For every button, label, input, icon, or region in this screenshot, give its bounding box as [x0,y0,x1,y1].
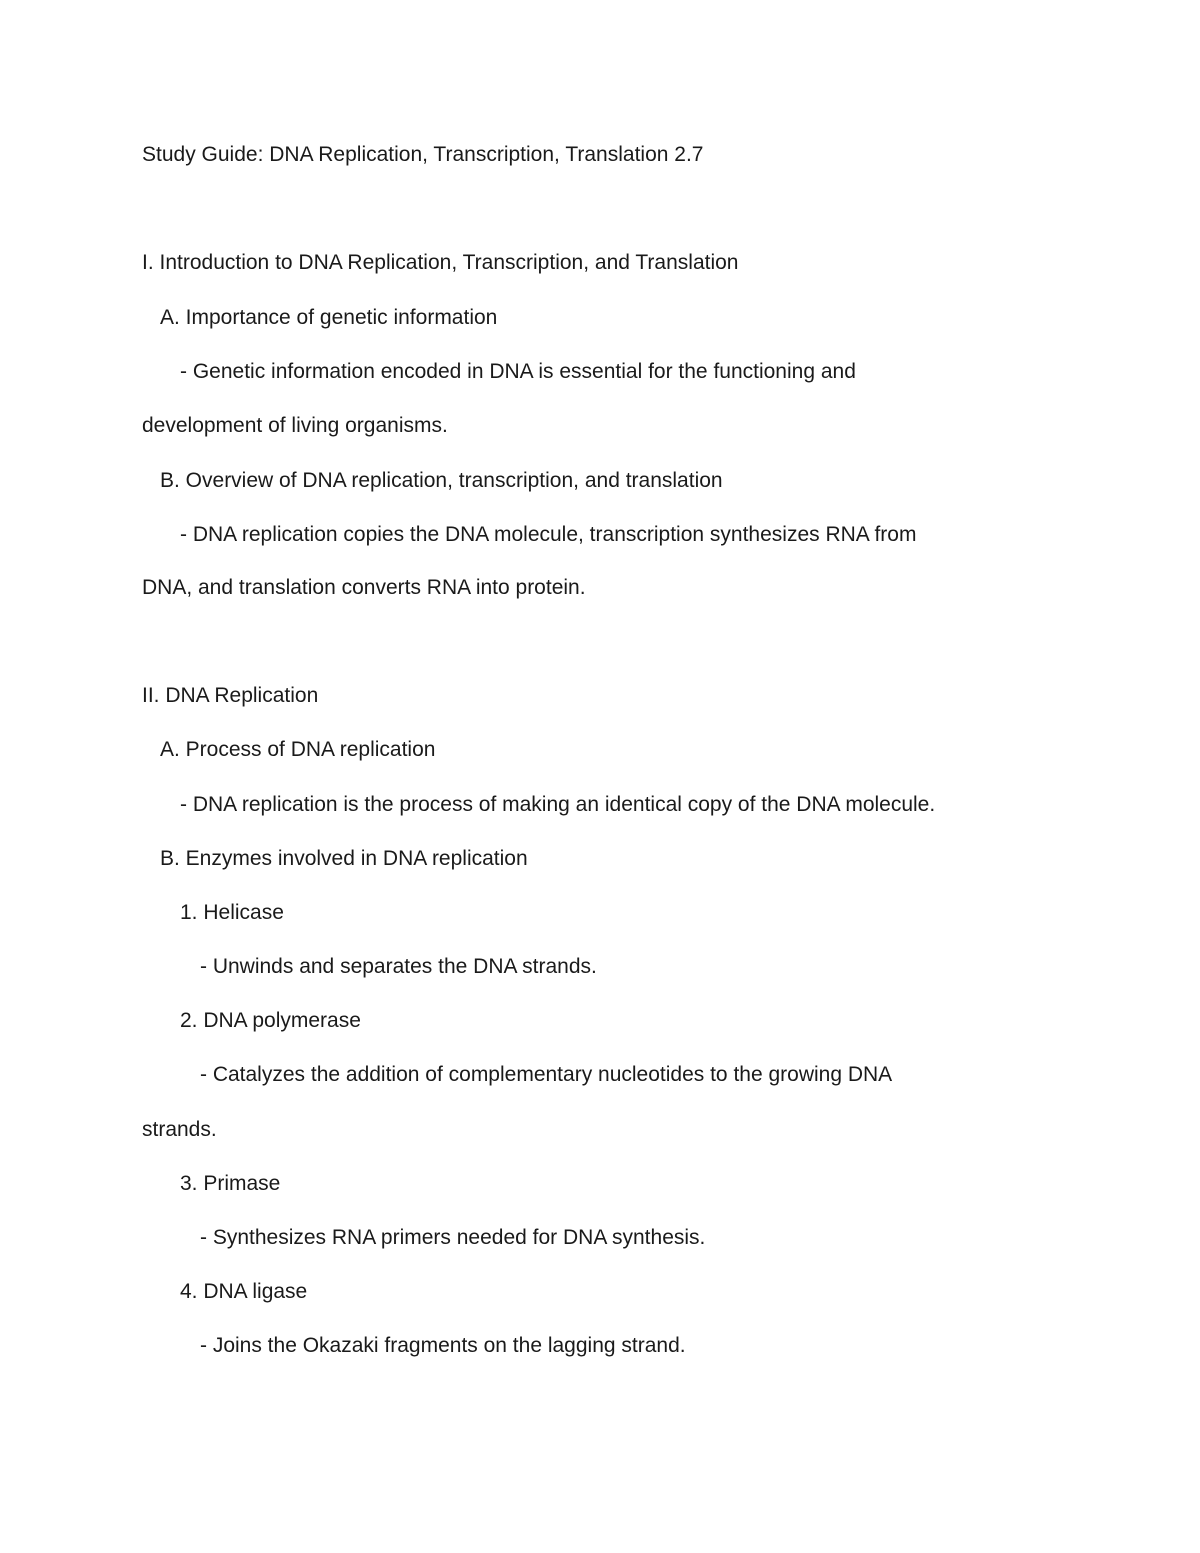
enzyme-2-desc-line2: strands. [142,1118,217,1141]
section-2b-heading: B. Enzymes involved in DNA replication [160,847,528,870]
section-1a-heading: A. Importance of genetic information [160,306,498,329]
section-1b-heading: B. Overview of DNA replication, transcription, and translation [160,469,723,492]
section-1b-text-line1: - DNA replication copies the DNA molecule, transcription synthesizes RNA from [180,523,917,546]
section-2-heading: II. DNA Replication [142,684,319,707]
section-1a-text-line1: - Genetic information encoded in DNA is essential for the functioning and [180,360,856,383]
document-title: Study Guide: DNA Replication, Transcription, Translation 2.7 [142,143,704,166]
section-1-heading: I. Introduction to DNA Replication, Transcription, and Translation [142,251,739,274]
enzyme-1-name: 1. Helicase [180,901,284,924]
enzyme-1-desc: - Unwinds and separates the DNA strands. [200,955,597,978]
enzyme-4-desc: - Joins the Okazaki fragments on the lagging strand. [200,1334,686,1357]
enzyme-3-desc: - Synthesizes RNA primers needed for DNA synthesis. [200,1226,706,1249]
section-2a-text: - DNA replication is the process of making an identical copy of the DNA molecule. [180,793,936,816]
enzyme-2-desc-line1: - Catalyzes the addition of complementary nucleotides to the growing DNA [200,1063,893,1086]
section-1a-text-line2: development of living organisms. [142,414,448,437]
section-2a-heading: A. Process of DNA replication [160,738,436,761]
enzyme-3-name: 3. Primase [180,1172,281,1195]
enzyme-4-name: 4. DNA ligase [180,1280,308,1303]
section-1b-text-line2: DNA, and translation converts RNA into protein. [142,576,586,599]
enzyme-2-name: 2. DNA polymerase [180,1009,361,1032]
